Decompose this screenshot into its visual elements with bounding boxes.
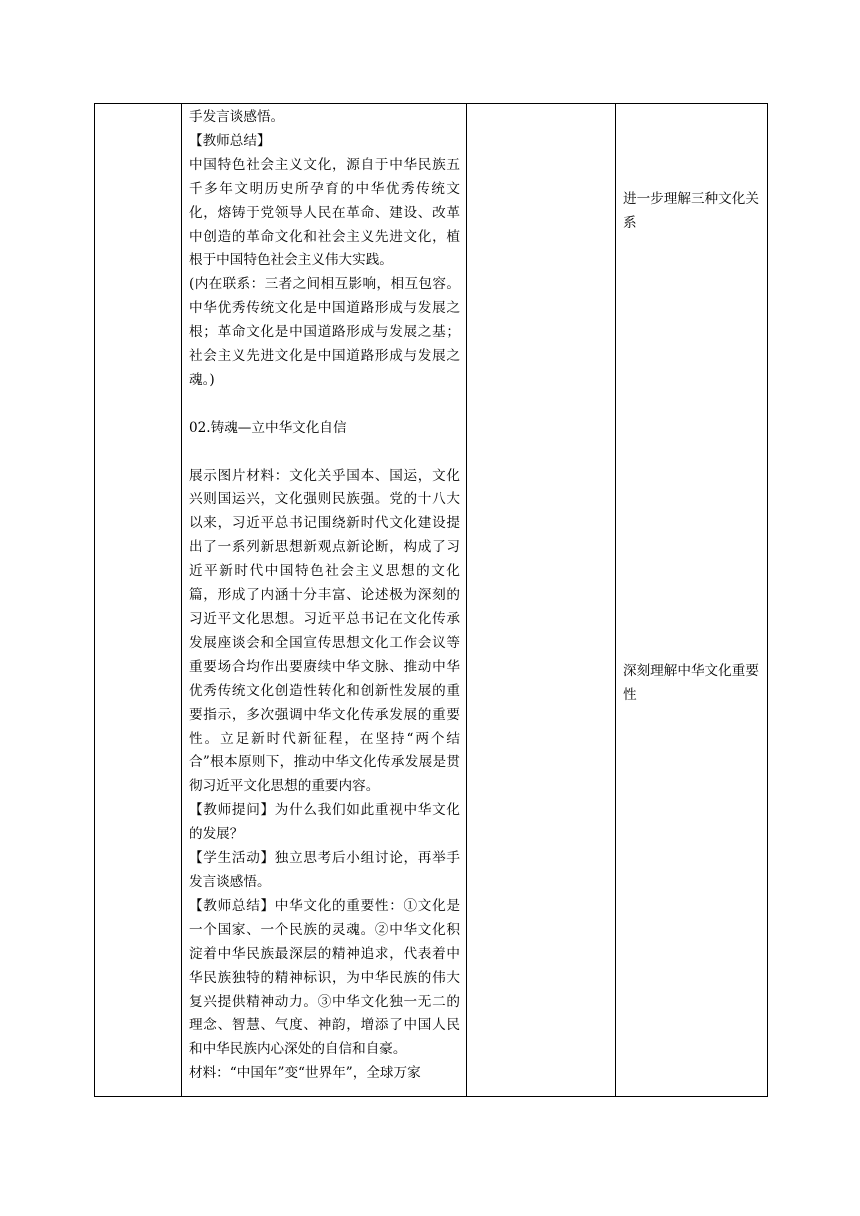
content-paragraph: (内在联系：三者之间相互影响，相互包容。中华优秀传统文化是中国道路形成与发展之根；革命文化是中国道路形成与发展之基；社会主义先进文化是中国道路形成与发展之魂。) [189,276,460,388]
lesson-plan-table [94,103,768,1097]
design-intent-cell [616,104,768,1097]
content-paragraph: 材料：“中国年”变“世界年”，全球万家 [189,1065,421,1082]
student-activity-cell [467,104,616,1097]
design-intent-note: 深刻理解中华文化重要性 [623,662,759,703]
teaching-content [182,104,466,1096]
table-row [95,104,768,1097]
content-paragraph: 中国特色社会主义文化，源自于中华民族五千多年文明历史所孕育的中华优秀传统文化，熔铸于党领导人民在革命、建设、改革中创造的革命文化和社会主义先进文化，植根于中国特色社会主义伟大实践。 [189,156,460,269]
student-activity: 【学生活动】独立思考后小组讨论，再举手发言谈感悟。 [189,850,460,890]
teacher-question: 【教师提问】为什么我们如此重视中华文化的发展？ [189,802,460,843]
teacher-summary-heading: 【教师总结】 [189,132,271,149]
section-heading: 02.铸魂—立中华文化自信 [189,419,347,436]
stage-cell [95,104,182,1097]
teaching-content-cell [182,104,467,1097]
content-paragraph: 手发言谈感悟。 [189,109,285,125]
teacher-summary: 【教师总结】中华文化的重要性：①文化是一个国家、一个民族的灵魂。②中华文化积淀着中华民族最深层的精神追求，代表着中华民族独特的精神标识，为中华民族的伟大复兴提供精神动力。③中华文化独一无二的理念、智慧、气度、神韵，增添了中国人民和中华民族内心深处的自信和自豪。 [189,897,460,1058]
design-intent-note: 进一步理解三种文化关系 [623,190,759,231]
content-paragraph: 展示图片材料：文化关乎国本、国运，文化兴则国运兴，文化强则民族强。党的十八大以来，习近平总书记围绕新时代文化建设提出了一系列新思想新观点新论断，构成了习近平新时代中国特色社会主义思想的文化篇，形成了内涵十分丰富、论述极为深刻的习近平文化思想。习近平总书记在文化传承发展座谈会和全国宣传思想文化工作会议等重要场合均作出要赓续中华文脉、推动中华优秀传统文化创造性转化和创新性发展的重要指示，多次强调中华文化传承发展的重要性。立足新时代新征程，在坚持“两个结合”根本原则下，推动中华文化传承发展是贯彻习近平文化思想的重要内容。 [189,467,460,795]
